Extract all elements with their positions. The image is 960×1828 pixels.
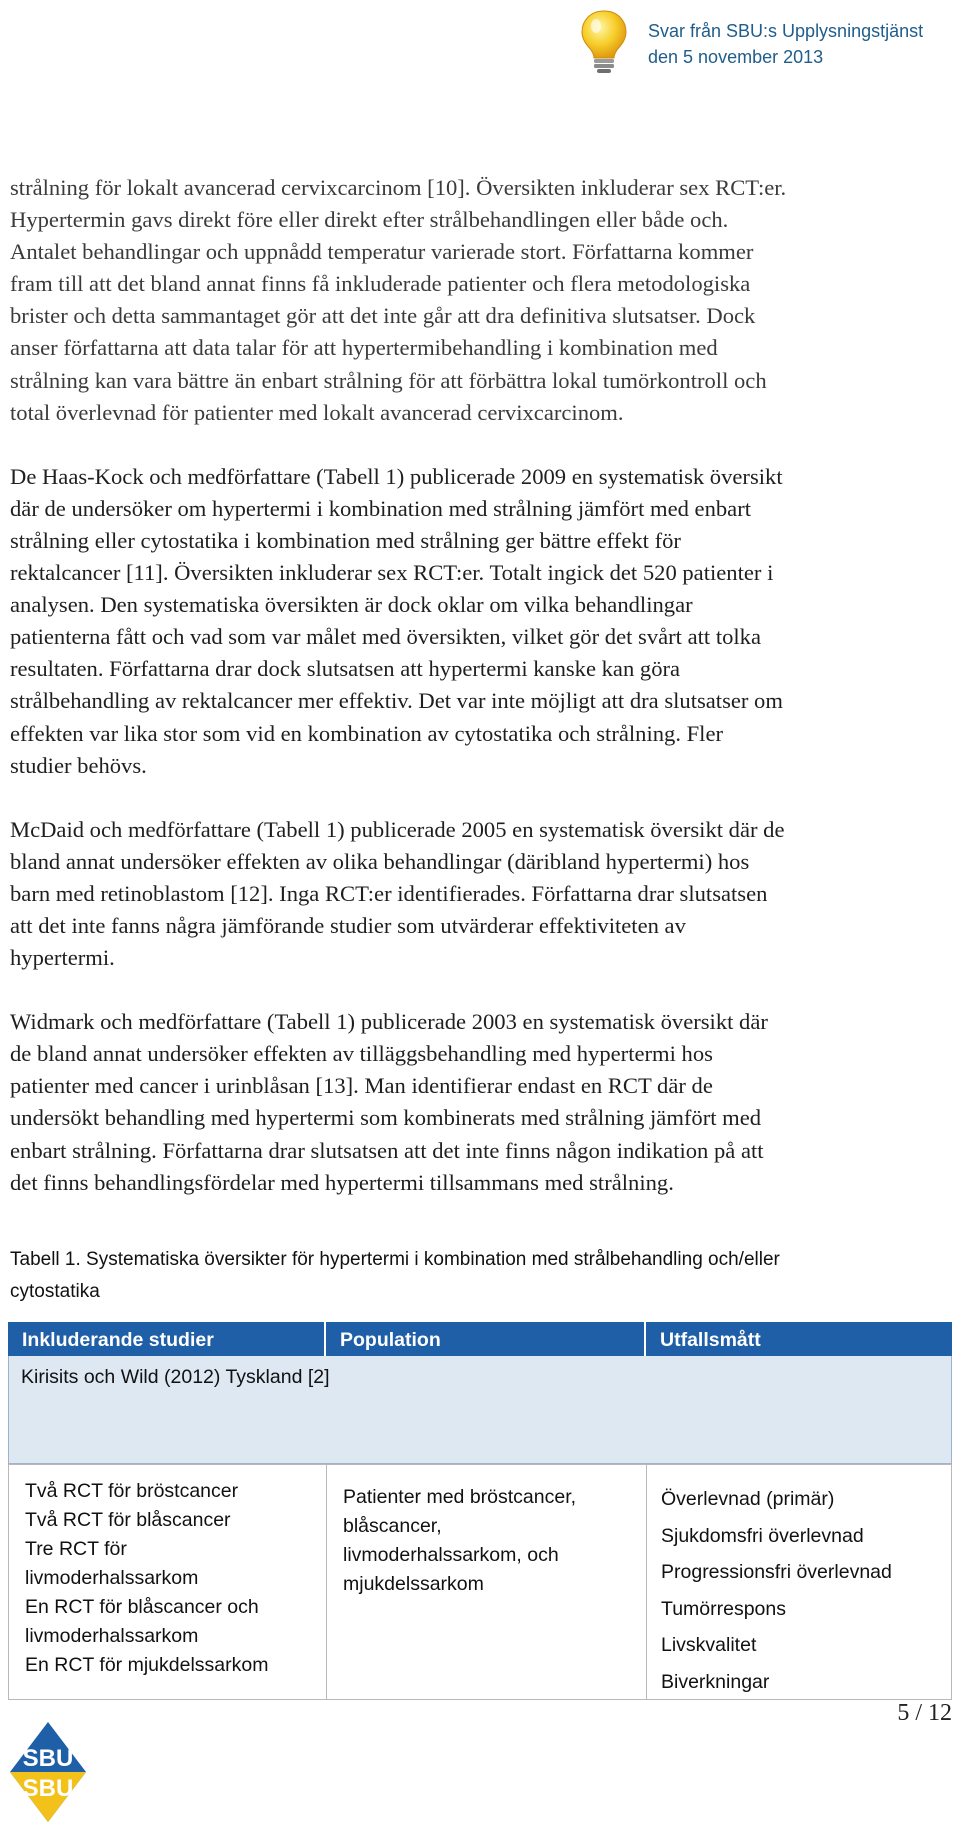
cell-line: livmoderhalssarkom: [25, 1625, 199, 1647]
cell-line: mjukdelssarkom: [343, 1573, 484, 1595]
text-line: Antalet behandlingar och uppnådd temperatur varierade stort. Författarna kommer: [10, 239, 754, 265]
text-line: analysen. Den systematiska översikten är dock oklar om vilka behandlingar: [10, 592, 693, 618]
table-group-row: [8, 1356, 952, 1464]
page-header: [578, 8, 958, 68]
studies-table: [8, 1322, 952, 1700]
paragraph-de-haas-kock: [10, 461, 954, 782]
text-line: de bland annat undersöker effekten av tilläggsbehandling med hypertermi hos: [10, 1041, 713, 1067]
text-line: brister och detta sammantaget gör att det inte går att dra definitiva slutsatser. Dock: [10, 303, 756, 329]
text-line: undersökt behandling med hypertermi som kombinerats med strålning jämfört med: [10, 1105, 762, 1131]
cell-line: blåscancer,: [343, 1515, 442, 1537]
group-label: Kirisits och Wild (2012) Tyskland [2]: [21, 1366, 330, 1388]
text-line: Widmark och medförfattare (Tabell 1) publicerade 2003 en systematisk översikt där: [10, 1009, 768, 1035]
text-line: strålbehandling av rektalcancer mer effektiv. Det var inte möjligt att dra slutsatser om: [10, 688, 783, 714]
text-line: De Haas-Kock och medförfattare (Tabell 1) publicerade 2009 en systematisk översikt: [10, 463, 783, 489]
text-line: Hypertermin gavs direkt före eller direkt efter strålbehandlingen eller både och.: [10, 207, 729, 233]
cell-line: En RCT för blåscancer och: [25, 1596, 259, 1618]
cell-line: Livskvalitet: [661, 1634, 757, 1656]
logo-text-top: SBU: [22, 1745, 74, 1772]
cell-line: Två RCT för blåscancer: [25, 1509, 231, 1531]
cell-line: Patienter med bröstcancer,: [343, 1486, 577, 1508]
cell-population: [327, 1465, 647, 1699]
text-line: barn med retinoblastom [12]. Inga RCT:er identifierades. Författarna drar slutsatsen: [10, 880, 768, 906]
cell-line: Progressionsfri överlevnad: [661, 1561, 892, 1583]
page-number: 5 / 12: [897, 1700, 952, 1726]
text-line: McDaid och medförfattare (Tabell 1) publicerade 2005 en systematisk översikt där de: [10, 816, 785, 842]
text-line: resultaten. Författarna drar dock slutsatsen att hypertermi kanske kan göra: [10, 656, 681, 682]
text-line: att det inte fanns några jämförande studier som utvärderar effektiviteten av: [10, 912, 686, 938]
lightbulb-icon: [578, 8, 630, 74]
cell-line: En RCT för mjukdelssarkom: [25, 1654, 269, 1676]
table-caption: [10, 1244, 780, 1308]
body-text: [10, 172, 954, 1199]
text-line: effekten var lika stor som vid en kombination av cytostatika och strålning. Fler: [10, 720, 724, 746]
cell-line: Två RCT för bröstcancer: [25, 1480, 239, 1502]
paragraph-mcdaid: [10, 814, 954, 974]
text-line: strålning för lokalt avancerad cervixcarcinom [10]. Översikten inkluderar sex RCT:er.: [10, 175, 787, 200]
text-line: bland annat undersöker effekten av olika behandlingar (däribland hypertermi) hos: [10, 848, 750, 874]
text-line: enbart strålning. Författarna drar slutsatsen att det inte finns någon indikation på att: [10, 1137, 764, 1163]
table-header-row: [8, 1322, 952, 1356]
cell-line: Tre RCT för: [25, 1538, 127, 1560]
text-line: fram till att det bland annat finns få inkluderade patienter och flera metodologiska: [10, 271, 751, 297]
cell-line: Tumörrespons: [661, 1597, 786, 1620]
cell-line: Sjukdomsfri överlevnad: [661, 1524, 864, 1547]
paragraph-widmark: [10, 1006, 954, 1199]
table-row: [8, 1464, 952, 1700]
text-line: strålning eller cytostatika i kombination med strålning ger bättre effekt för: [10, 527, 681, 553]
cell-line: livmoderhalssarkom: [25, 1567, 199, 1589]
column-header-outcomes: Utfallsmått: [660, 1329, 761, 1351]
paragraph-cervixcarcinom: [10, 172, 954, 429]
sbu-logo-icon: [8, 1720, 88, 1824]
caption-line: cytostatika: [10, 1281, 100, 1302]
text-line: anser författarna att data talar för att hypertermibehandling i kombination med: [10, 335, 718, 361]
text-line: där de undersöker om hypertermi i kombination med strålning jämfört med enbart: [10, 495, 751, 521]
text-line: studier behövs.: [10, 752, 147, 778]
column-header-population: Population: [326, 1322, 646, 1356]
cell-line: livmoderhalssarkom, och: [343, 1544, 559, 1566]
text-line: total överlevnad för patienter med lokalt avancerad cervixcarcinom.: [10, 399, 624, 425]
cell-studies: [9, 1465, 327, 1699]
cell-line: Biverkningar: [661, 1670, 770, 1693]
text-line: patienter med cancer i urinblåsan [13]. Man identifierar endast en RCT där de: [10, 1073, 713, 1099]
text-line: hypertermi.: [10, 945, 115, 971]
text-line: rektalcancer [11]. Översikten inkluderar sex RCT:er. Totalt ingick det 520 patienter i: [10, 560, 774, 586]
caption-line: Tabell 1. Systematiska översikter för hypertermi i kombination med strålbehandling och/eller: [10, 1249, 780, 1270]
text-line: patienterna fått och vad som var målet med översikten, vilket gör det svårt att tolka: [10, 624, 761, 650]
header-date: den 5 november 2013: [648, 47, 824, 67]
text-line: strålning kan vara bättre än enbart strålning för att förbättra lokal tumörkontroll och: [10, 367, 767, 393]
header-title: Svar från SBU:s Upplysningstjänst: [648, 21, 924, 41]
cell-outcomes: [647, 1465, 951, 1699]
cell-line: Överlevnad (primär): [661, 1488, 835, 1510]
column-header-studies: Inkluderande studier: [8, 1322, 326, 1356]
logo-text-bottom: SBU: [22, 1775, 74, 1802]
text-line: det finns behandlingsfördelar med hypertermi tillsammans med strålning.: [10, 1169, 674, 1195]
